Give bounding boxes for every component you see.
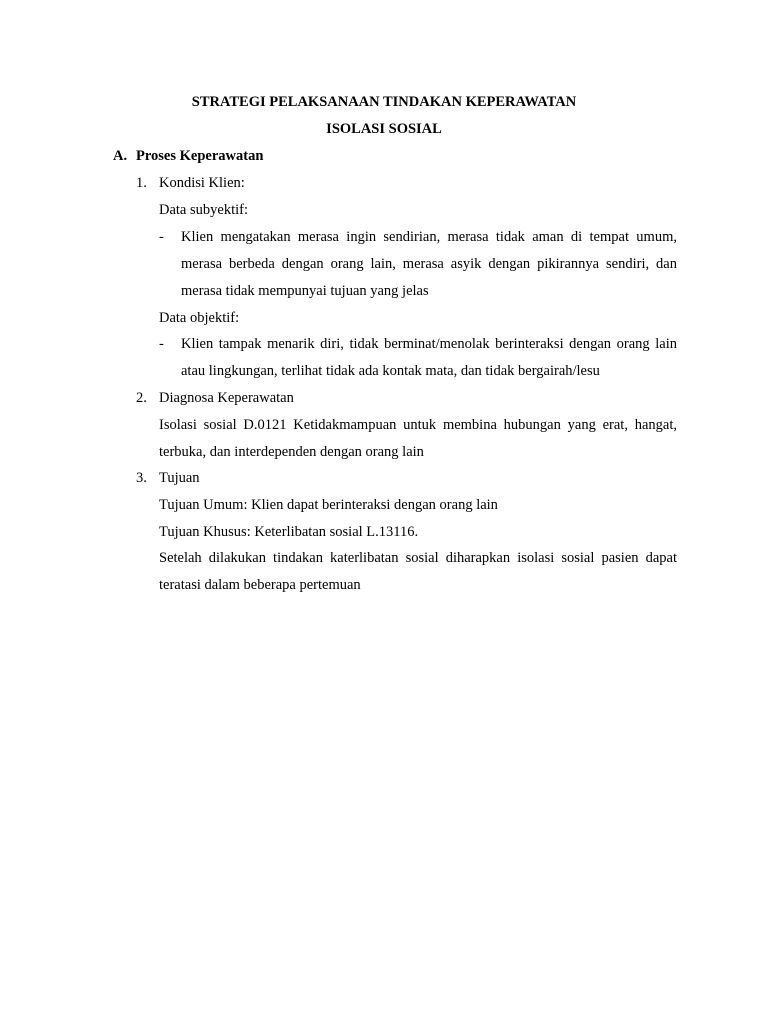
subjective-text-line: merasa tidak mempunyai tujuan yang jelas bbox=[181, 283, 429, 299]
document-title: STRATEGI PELAKSANAAN TINDAKAN KEPERAWATAN bbox=[191, 94, 577, 110]
subjective-data-label: Data subyektif: bbox=[159, 202, 248, 218]
goal-outcome-text-line: teratasi dalam beberapa pertemuan bbox=[159, 577, 361, 593]
item-1-number: 1. bbox=[136, 175, 147, 191]
objective-bullet: - bbox=[159, 336, 164, 352]
item-1-label: Kondisi Klien: bbox=[159, 175, 245, 191]
section-a-marker: A. bbox=[113, 148, 128, 164]
goal-outcome-text-line: Setelah dilakukan tindakan katerlibatan sosial diharapkan isolasi sosial pasien dapat bbox=[159, 550, 677, 566]
objective-text-line: atau lingkungan, terlihat tidak ada kontak mata, dan tidak bergairah/lesu bbox=[181, 363, 600, 379]
document-subtitle: ISOLASI SOSIAL bbox=[326, 121, 442, 137]
objective-data-label: Data objektif: bbox=[159, 310, 240, 326]
subjective-text-line: Klien mengatakan merasa ingin sendirian, merasa tidak aman di tempat umum, bbox=[181, 229, 677, 245]
item-2-label: Diagnosa Keperawatan bbox=[159, 390, 294, 406]
item-3-label: Tujuan bbox=[159, 470, 200, 486]
objective-text-line: Klien tampak menarik diri, tidak berminat/menolak berinteraksi dengan orang lain bbox=[181, 336, 677, 352]
subjective-text-line: merasa berbeda dengan orang lain, merasa asyik dengan pikirannya sendiri, dan bbox=[181, 256, 677, 272]
subjective-bullet: - bbox=[159, 229, 164, 245]
section-a-heading: Proses Keperawatan bbox=[136, 148, 264, 164]
item-3-number: 3. bbox=[136, 470, 147, 486]
item-2-number: 2. bbox=[136, 390, 147, 406]
general-goal-text: Tujuan Umum: Klien dapat berinteraksi dengan orang lain bbox=[159, 497, 498, 513]
diagnosis-text-line: Isolasi sosial D.0121 Ketidakmampuan untuk membina hubungan yang erat, hangat, bbox=[159, 417, 677, 433]
diagnosis-text-line: terbuka, dan interdependen dengan orang lain bbox=[159, 444, 424, 460]
specific-goal-text: Tujuan Khusus: Keterlibatan sosial L.13116. bbox=[159, 524, 419, 540]
